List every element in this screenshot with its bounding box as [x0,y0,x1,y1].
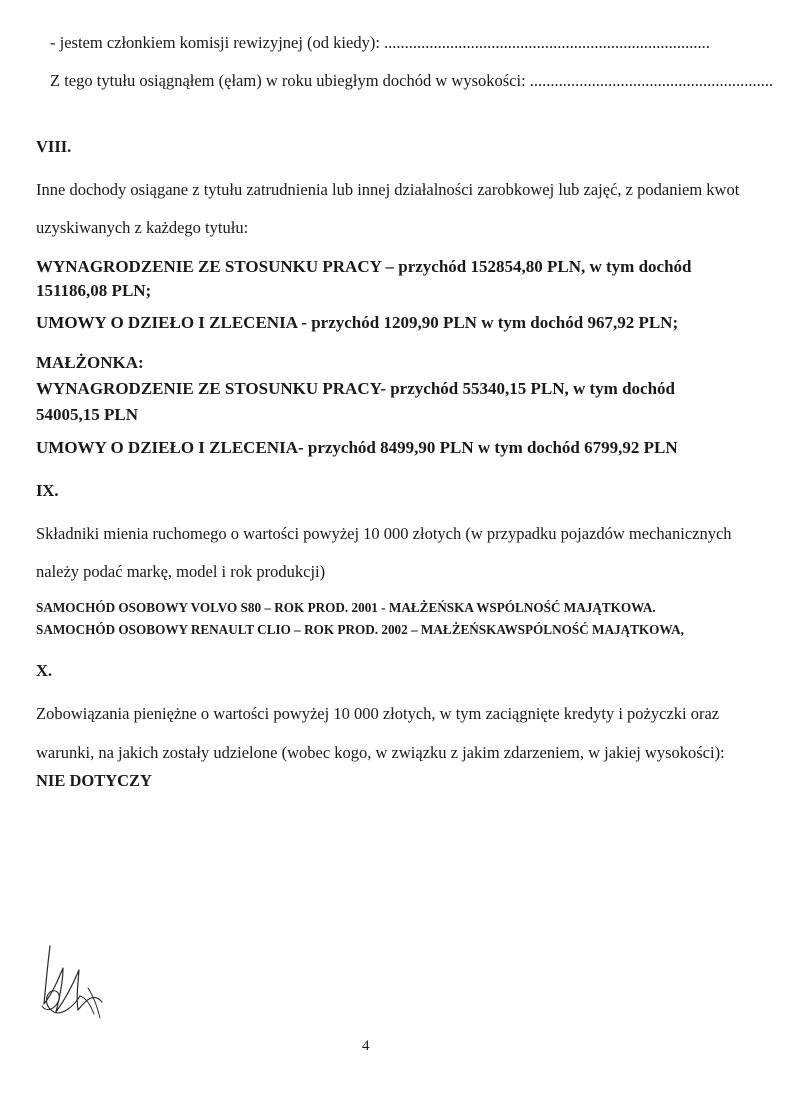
spouse-salary-entry-line-1: WYNAGRODZENIE ZE STOSUNKU PRACY- przychód 55340,15 PLN, w tym dochód [36,379,675,398]
section-ix-intro-line-1: Składniki mienia ruchomego o wartości powyżej 10 000 złotych (w przypadku pojazdów mechanicznych [36,524,732,543]
spouse-salary-entry-line-2: 54005,15 PLN [36,405,138,424]
section-viii-intro-line-2: uzyskiwanych z każdego tytułu: [36,218,249,237]
section-viii-intro-line-1: Inne dochody osiągane z tytułu zatrudnienia lub innej działalności zarobkowej lub zajęć, z podaniem kwot [36,180,740,199]
spouse-contracts-entry: UMOWY O DZIEŁO I ZLECENIA- przychód 8499,90 PLN w tym dochód 6799,92 PLN [36,438,678,457]
revision-committee-line: - jestem członkiem komisji rewizyjnej (od kiedy): ............................................................................... [50,33,710,52]
section-x-answer: NIE DOTYCZY [36,771,152,790]
vehicle-entry-renault: SAMOCHÓD OSOBOWY RENAULT CLIO – ROK PROD. 2002 – MAŁŻEŃSKAWSPÓLNOŚĆ MAJĄTKOWA, [36,622,684,637]
section-x-intro-line-2: warunki, na jakich zostały udzielone (wobec kogo, w związku z jakim zdarzeniem, w jakiej wysokości): [36,743,725,762]
page-number: 4 [362,1038,370,1054]
salary-entry-line-1: WYNAGRODZENIE ZE STOSUNKU PRACY – przychód 152854,80 PLN, w tym dochód [36,257,692,276]
section-viii-heading: VIII. [36,137,72,156]
salary-entry-line-2: 151186,08 PLN; [36,281,152,300]
section-ix-heading: IX. [36,481,59,500]
section-ix-intro-line-2: należy podać markę, model i rok produkcji) [36,562,326,581]
spouse-label: MAŁŻONKA: [36,353,144,372]
handwritten-signature [36,940,108,1022]
vehicle-entry-volvo: SAMOCHÓD OSOBOWY VOLVO S80 – ROK PROD. 2001 - MAŁŻEŃSKA WSPÓLNOŚĆ MAJĄTKOWA. [36,600,656,615]
section-x-heading: X. [36,661,53,680]
contracts-entry: UMOWY O DZIEŁO I ZLECENIA - przychód 1209,90 PLN w tym dochód 967,92 PLN; [36,313,679,332]
section-x-intro-line-1: Zobowiązania pieniężne o wartości powyżej 10 000 złotych, w tym zaciągnięte kredyty i pożyczki oraz [36,704,720,723]
income-from-title-line: Z tego tytułu osiągnąłem (ęłam) w roku ubiegłym dochód w wysokości: ........................................................... [50,71,774,90]
